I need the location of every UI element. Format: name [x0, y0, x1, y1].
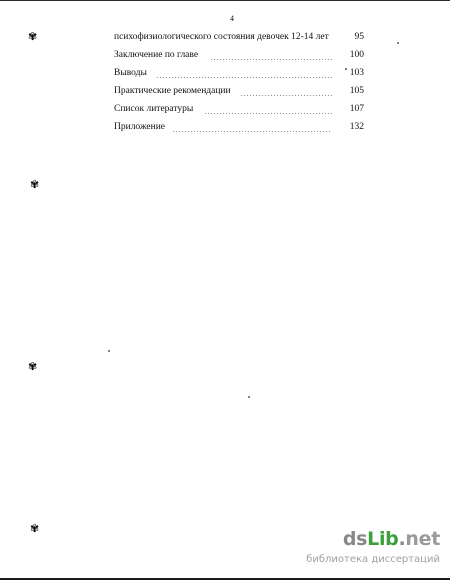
toc-entry-page: 95 — [354, 32, 364, 42]
dot-leader — [172, 131, 332, 132]
dot-leader — [204, 113, 332, 114]
toc-entry-title: психофизиологического состояния девочек 12-14 лет — [114, 32, 329, 42]
punch-hole-mark: ✾ — [28, 361, 38, 373]
toc-entry-page: 103 — [349, 68, 364, 78]
toc-entry-page: 107 — [349, 104, 364, 114]
toc-entry-title: Список литературы — [114, 104, 194, 114]
dot-leader — [240, 95, 332, 96]
punch-hole-mark: ✾ — [30, 179, 40, 191]
toc-entry — [114, 120, 364, 134]
toc-entry — [114, 84, 364, 98]
toc-entry-page: 100 — [349, 50, 364, 60]
scan-bottom-edge — [0, 578, 450, 580]
toc-entry-page: 132 — [349, 122, 364, 132]
dot-leader — [210, 59, 332, 60]
toc-entry-page: 105 — [349, 86, 364, 96]
scan-speck — [248, 396, 250, 398]
toc-entry — [114, 66, 364, 80]
dot-leader — [156, 77, 332, 78]
toc-entry — [114, 48, 364, 62]
page-number: 4 — [230, 14, 234, 23]
scan-speck — [108, 350, 110, 352]
toc-entry-title: Приложение — [114, 122, 165, 132]
scan-speck — [345, 68, 347, 70]
watermark-logo: dsLib.net — [342, 528, 440, 550]
toc-entry-title: Заключение по главе — [114, 50, 199, 60]
watermark — [306, 528, 440, 572]
toc-entry — [114, 102, 364, 116]
toc-entry — [114, 30, 364, 44]
toc-entry-title: Выводы — [114, 68, 147, 78]
punch-hole-mark: ✾ — [30, 523, 40, 535]
punch-hole-mark: ✾ — [28, 31, 38, 43]
watermark-subtitle: библиотека диссертаций — [306, 554, 440, 565]
scan-top-edge — [0, 0, 450, 1]
scan-speck — [397, 42, 399, 44]
toc-entry-title: Практические рекомендации — [114, 86, 231, 96]
